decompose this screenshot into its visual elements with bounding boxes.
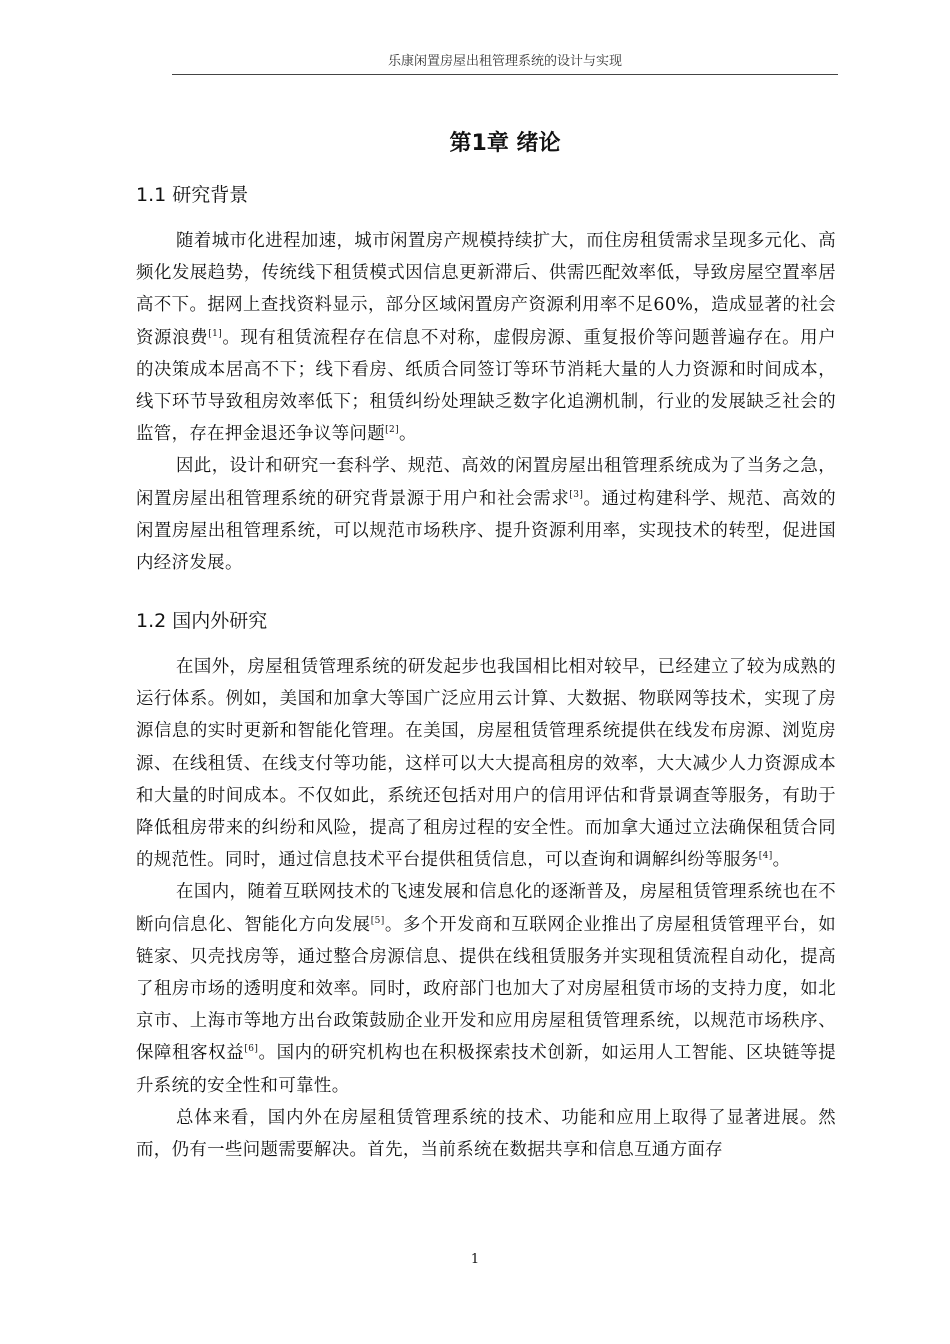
citation: [5] — [370, 915, 385, 926]
citation: [4] — [758, 851, 773, 862]
chapter-title: 第1章 绪论 — [449, 131, 561, 156]
citation: [3] — [569, 489, 584, 500]
paragraph-text: 因此，设计和研究一套科学、规范、高效的闲置房屋出租管理系统成为了当务之急，闲置房屋出租管理系统的研究背景源于用户和社会需求 — [136, 456, 836, 509]
paragraph-text: 总体来看，国内外在房屋租赁管理系统的技术、功能和应用上取得了显著进展。然而，仍有一些问题需要解决。首先，当前系统在数据共享和信息互通方面存 — [136, 1107, 836, 1161]
paragraph-text: 在国内，随着互联网技术的飞速发展和信息化的逐渐普及，房屋租赁管理系统也在不断向信息化、智能化方向发展 — [136, 882, 836, 935]
paragraph-text: 。多个开发商和互联网企业推出了房屋租赁管理平台，如链家、贝壳找房等，通过整合房源信息、提供在线租赁服务并实现租赁流程自动化，提高了租房市场的透明度和效率。同时，政府部门也加大了对房屋租赁市场的支持力度，如北京市、上海市等地方出台政策鼓励企业开发和应用房屋租赁管理系统，以规范市场秩序、保障租客权益 — [136, 914, 836, 1064]
paragraph — [136, 651, 836, 876]
paragraph-text: 。 — [772, 850, 791, 871]
paragraph-text: 在国外，房屋租赁管理系统的研发起步也我国相比相对较早，已经建立了较为成熟的运行体系。例如，美国和加拿大等国广泛应用云计算、大数据、物联网等技术，实现了房源信息的实时更新和智能化管理。在美国，房屋租赁管理系统提供在线发布房源、浏览房源、在线租赁、在线支付等功能，这样可以大大提高租房的效率，大大减少人力资源成本和大量的时间成本。不仅如此，系统还包括对用户的信用评估和背景调查等服务，有助于降低租房带来的纠纷和风险，提高了租房过程的安全性。而加拿大通过立法确保租赁合同的规范性。同时，通过信息技术平台提供租赁信息，可以查询和调解纠纷等服务 — [136, 657, 836, 871]
paragraph-text: 。国内的研究机构也在积极探索技术创新，如运用人工智能、区块链等提升系统的安全性和可靠性。 — [136, 1043, 836, 1096]
paragraph — [136, 450, 836, 579]
paragraph — [136, 1102, 836, 1166]
header-rule — [172, 74, 838, 75]
section-heading-1-2: 1.2 国内外研究 — [136, 610, 268, 632]
paragraph — [136, 225, 836, 450]
citation: [1] — [208, 328, 223, 339]
section-1-2-body — [136, 651, 836, 1166]
paragraph — [136, 876, 836, 1101]
paragraph-text: 。通过构建科学、规范、高效的闲置房屋出租管理系统，可以规范市场秩序、提升资源利用率，实现技术的转型，促进国内经济发展。 — [136, 488, 836, 574]
paragraph-text: 。 — [399, 424, 417, 445]
section-heading-1-1: 1.1 研究背景 — [136, 184, 249, 206]
section-1-1-body — [136, 225, 836, 579]
paragraph-text: 。现有租赁流程存在信息不对称，虚假房源、重复报价等问题普遍存在。用户的决策成本居高不下；线下看房、纸质合同签订等环节消耗大量的人力资源和时间成本，线下环节导致租房效率低下；租赁纠纷处理缺乏数字化追溯机制，行业的发展缺乏社会的监管，存在押金退还争议等问题 — [136, 327, 836, 445]
citation: [6] — [244, 1044, 259, 1055]
citation: [2] — [385, 425, 400, 436]
page-number: 1 — [470, 1252, 480, 1267]
running-header: 乐康闲置房屋出租管理系统的设计与实现 — [387, 54, 622, 69]
paragraph-text: 随着城市化进程加速，城市闲置房产规模持续扩大，而住房租赁需求呈现多元化、高频化发展趋势，传统线下租赁模式因信息更新滞后、供需匹配效率低，导致房屋空置率居高不下。据网上查找资料显示，部分区域闲置房产资源利用率不足60%，造成显著的社会资源浪费 — [136, 231, 836, 348]
